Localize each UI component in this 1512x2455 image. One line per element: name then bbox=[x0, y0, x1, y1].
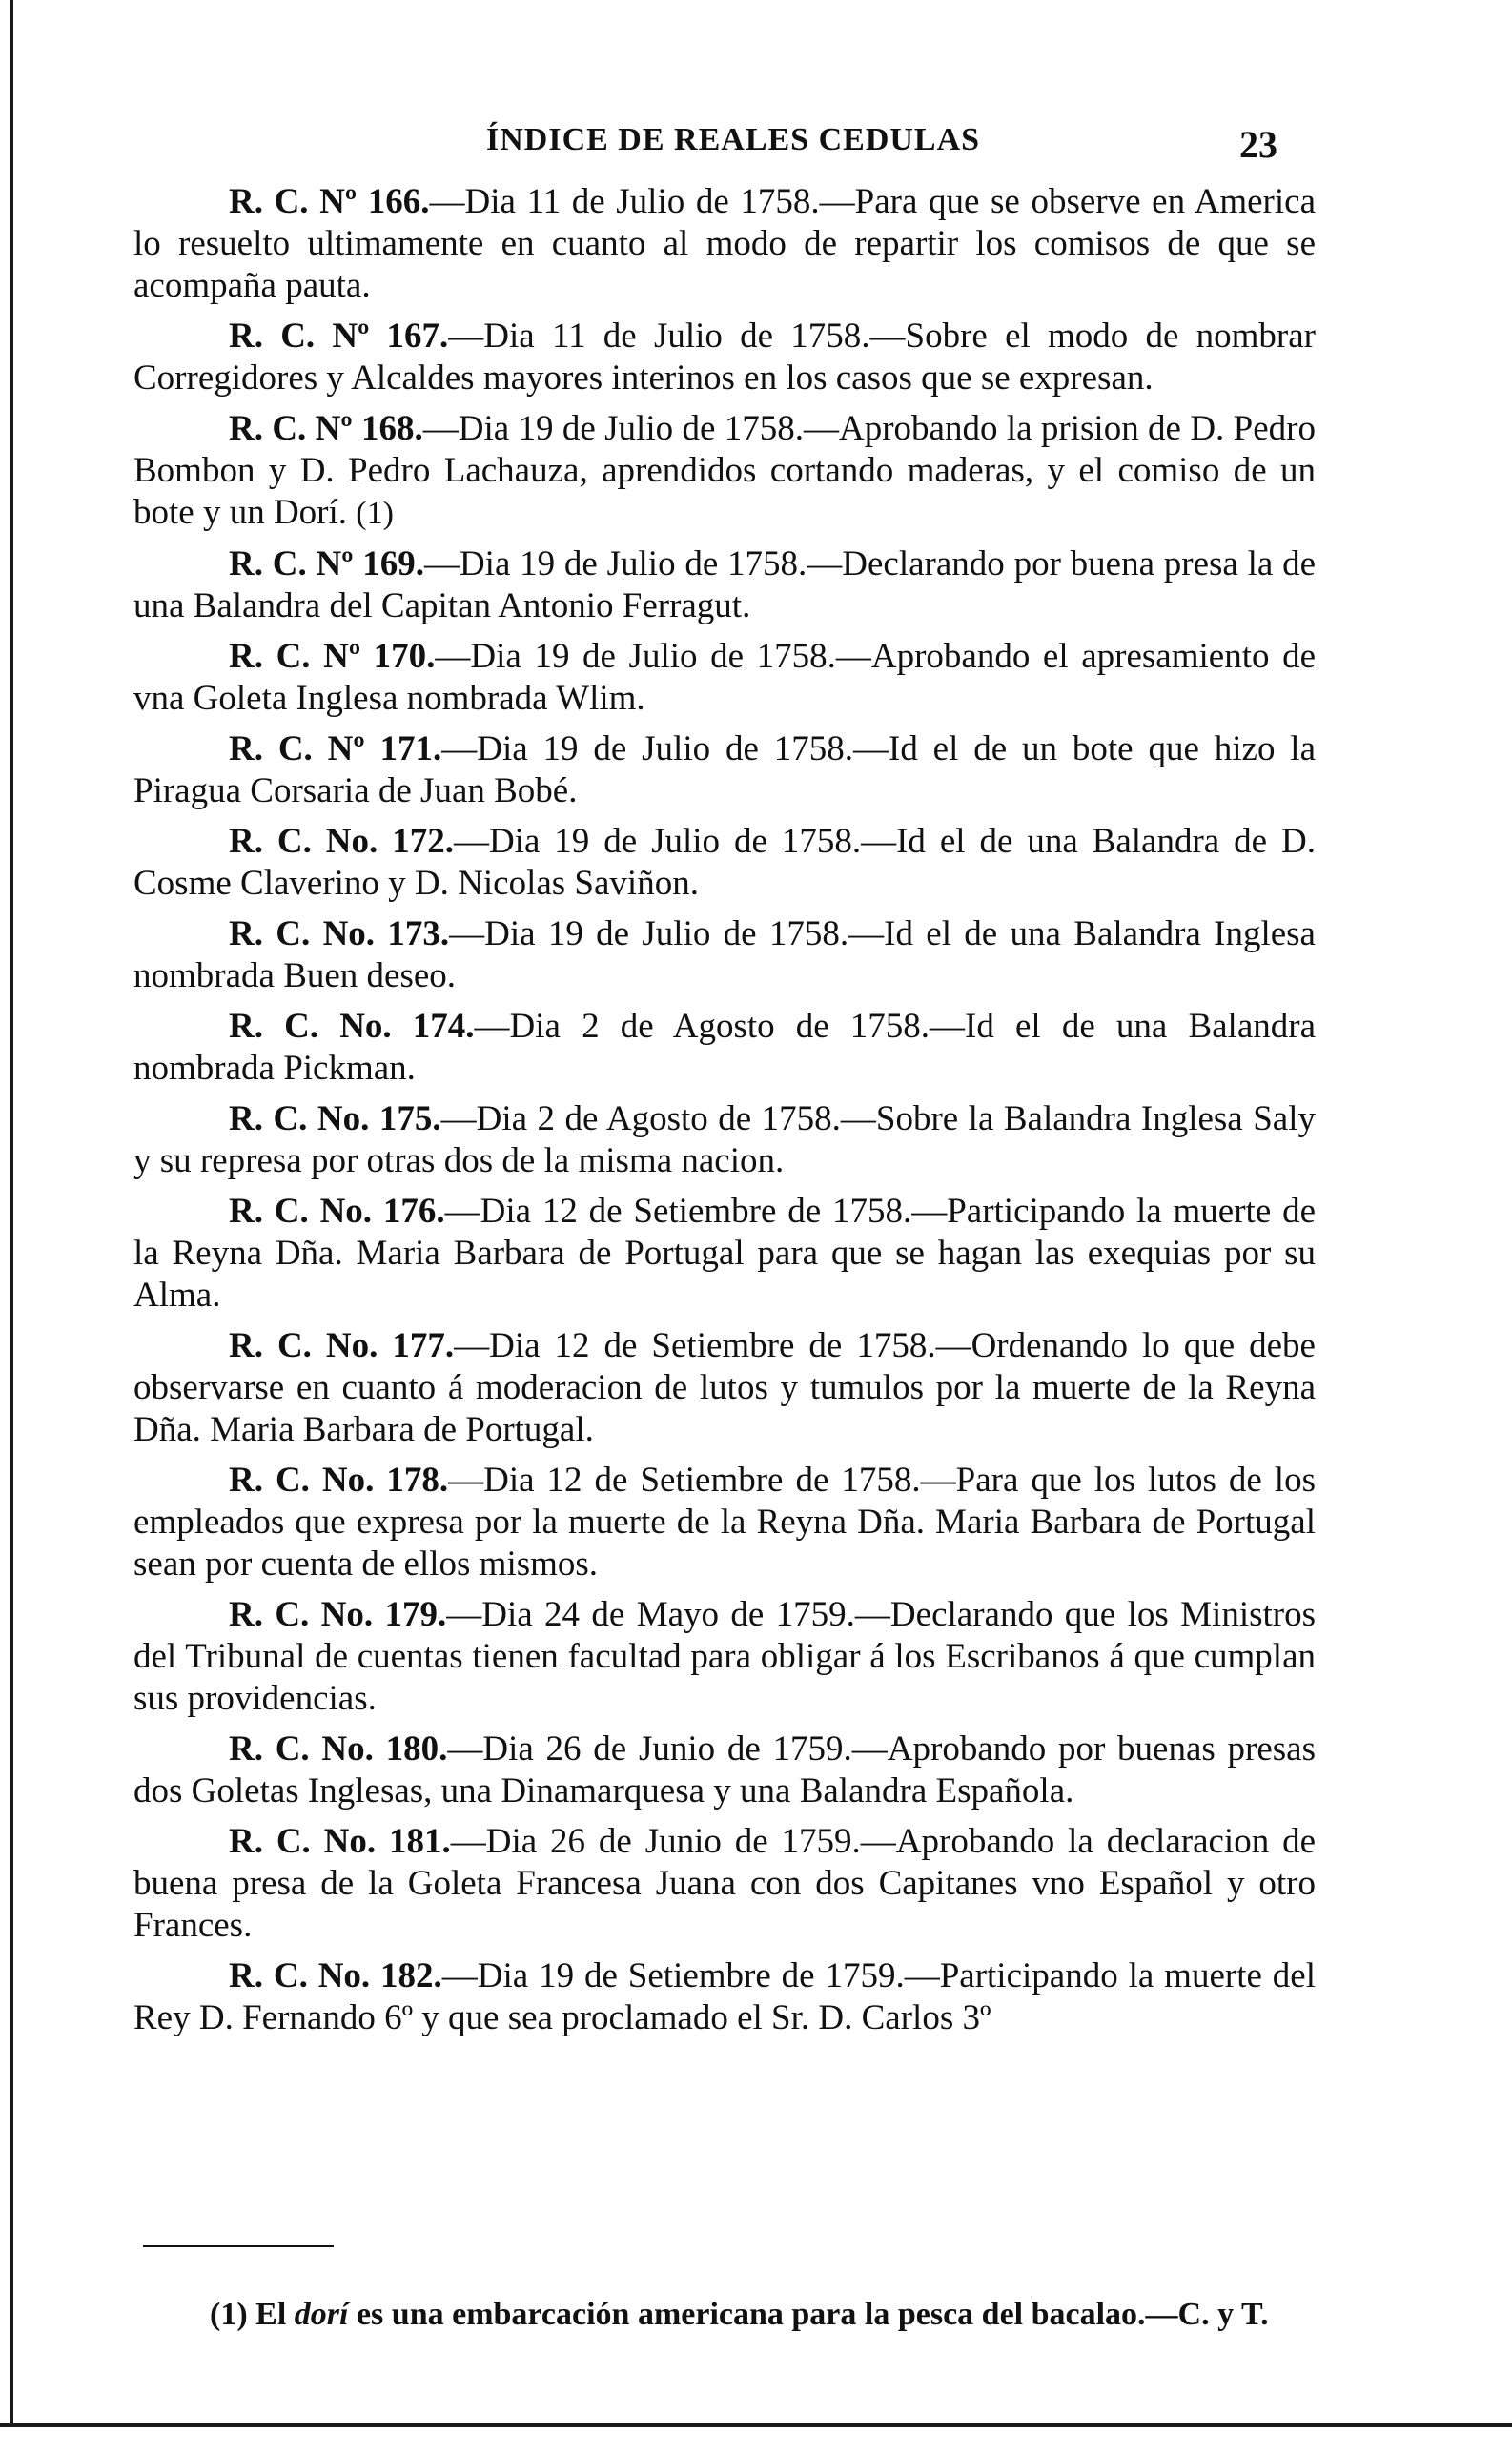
left-margin-rule bbox=[10, 0, 13, 2426]
bottom-margin-rule bbox=[0, 2423, 1512, 2427]
entry-171 bbox=[133, 728, 1316, 812]
entry-169 bbox=[133, 543, 1316, 627]
entry-text: —Dia 26 de Junio de 1759.—Aprobando la declaracion de buena presa de la Goleta Francesa Juana con dos Capitanes vno Español y otro Frances. bbox=[133, 1822, 1316, 1945]
entry-ref: R. C. No. 176. bbox=[229, 1192, 445, 1231]
entry-177 bbox=[133, 1325, 1316, 1451]
entry-ref: R. C. Nº 167. bbox=[229, 317, 449, 356]
footnote bbox=[133, 2294, 1316, 2336]
entry-ref: R. C. No. 182. bbox=[229, 1956, 442, 1995]
entry-ref: R. C. Nº 169. bbox=[229, 544, 424, 583]
page-number: 23 bbox=[1239, 123, 1277, 166]
footnote-text: es una embarcación americana para la pesca del bacalao.—C. y T. bbox=[356, 2297, 1269, 2332]
entry-text: —Dia 19 de Julio de 1758.—Declarando por buena presa la de una Balandra del Capitan Antonio Ferragut. bbox=[133, 544, 1317, 625]
entry-text: —Dia 19 de Julio de 1758.—Aprobando la prision de D. Pedro Bombon y D. Pedro Lachauza, aprendidos cortando maderas, y el comiso de un bote y un Dorí. bbox=[133, 409, 1316, 532]
entry-text: —Dia 19 de Julio de 1758.—Id el de una Balandra de D. Cosme Claverino y D. Nicolas Saviñon. bbox=[133, 822, 1316, 903]
entry-176 bbox=[133, 1191, 1316, 1317]
running-title: ÍNDICE DE REALES CEDULAS bbox=[486, 122, 981, 157]
entry-ref: R. C. Nº 168. bbox=[229, 409, 423, 448]
entry-text: —Dia 19 de Setiembre de 1759.—Participando la muerte del Rey D. Fernando 6º y que sea proclamado el Sr. D. Carlos 3º bbox=[133, 1956, 1316, 2037]
page-header bbox=[133, 122, 1316, 170]
entry-ref: R. C. No. 173. bbox=[229, 914, 450, 953]
entry-ref: R. C. Nº 166. bbox=[229, 182, 430, 221]
entry-ref: R. C. No. 180. bbox=[229, 1729, 448, 1769]
entry-ref: R. C. No. 177. bbox=[229, 1326, 455, 1365]
entry-text: —Dia 19 de Julio de 1758.—Id el de una Balandra Inglesa nombrada Buen deseo. bbox=[133, 914, 1316, 995]
entry-ref: R. C. No. 174. bbox=[229, 1007, 475, 1046]
entry-text: —Dia 12 de Setiembre de 1758.—Participando la muerte de la Reyna Dña. Maria Barbara de Portugal para que se hagan las exequias por su Alma. bbox=[133, 1192, 1316, 1315]
entry-167 bbox=[133, 316, 1316, 399]
entry-166 bbox=[133, 181, 1316, 307]
entry-180 bbox=[133, 1729, 1316, 1812]
entry-175 bbox=[133, 1098, 1316, 1182]
entry-text: —Dia 19 de Julio de 1758.—Aprobando el apresamiento de vna Goleta Inglesa nombrada Wlim. bbox=[133, 637, 1316, 718]
entry-text: —Dia 19 de Julio de 1758.—Id el de un bote que hizo la Piragua Corsaria de Juan Bobé. bbox=[133, 729, 1317, 810]
entry-ref: R. C. No. 175. bbox=[229, 1099, 441, 1138]
entry-174 bbox=[133, 1006, 1316, 1090]
entry-ref: R. C. No. 178. bbox=[229, 1461, 449, 1500]
footnote-divider bbox=[143, 2245, 334, 2247]
entries-list bbox=[133, 181, 1316, 2048]
footnote-lead: El bbox=[255, 2297, 287, 2332]
entry-ref: R. C. Nº 170. bbox=[229, 637, 436, 676]
entry-178 bbox=[133, 1460, 1316, 1586]
entry-ref: R. C. No. 172. bbox=[229, 822, 454, 861]
entry-181 bbox=[133, 1821, 1316, 1947]
entry-text: —Dia 2 de Agosto de 1758.—Id el de una Balandra nombrada Pickman. bbox=[133, 1007, 1316, 1088]
entry-text: —Dia 12 de Setiembre de 1758.—Para que los lutos de los empleados que expresa por la muerte de la Reyna Dña. Maria Barbara de Portugal sean por cuenta de ellos mismos. bbox=[133, 1461, 1316, 1584]
entry-text: —Dia 11 de Julio de 1758.—Sobre el modo de nombrar Corregidores y Alcaldes mayores interinos en los casos que se expresan. bbox=[133, 317, 1316, 398]
entry-170 bbox=[133, 636, 1316, 720]
entry-ref: R. C. Nº 171. bbox=[229, 729, 442, 768]
footnote-term: dorí bbox=[294, 2297, 349, 2332]
entry-172 bbox=[133, 821, 1316, 905]
entry-179 bbox=[133, 1594, 1316, 1720]
entry-text: —Dia 24 de Mayo de 1759.—Declarando que los Ministros del Tribunal de cuentas tienen facultad para obligar á los Escribanos á que cumplan sus providencias. bbox=[133, 1595, 1316, 1718]
entry-text: —Dia 11 de Julio de 1758.—Para que se observe en America lo resuelto ultimamente en cuanto al modo de repartir los comisos de que se acompaña pauta. bbox=[133, 182, 1317, 305]
entry-ref: R. C. No. 181. bbox=[229, 1822, 451, 1861]
entry-ref: R. C. No. 179. bbox=[229, 1595, 447, 1634]
footnote-reference[interactable]: (1) bbox=[356, 496, 394, 531]
entry-173 bbox=[133, 913, 1316, 997]
entry-text: —Dia 12 de Setiembre de 1758.—Ordenando lo que debe observarse en cuanto á moderacion de lutos y tumulos por la muerte de la Reyna Dña. Maria Barbara de Portugal. bbox=[133, 1326, 1316, 1449]
entry-text: —Dia 2 de Agosto de 1758.—Sobre la Balandra Inglesa Saly y su represa por otras dos de la misma nacion. bbox=[133, 1099, 1316, 1180]
entry-text: —Dia 26 de Junio de 1759.—Aprobando por buenas presas dos Goletas Inglesas, una Dinamarquesa y una Balandra Española. bbox=[133, 1729, 1316, 1811]
entry-168 bbox=[133, 408, 1316, 535]
footnote-marker: (1) bbox=[210, 2297, 248, 2332]
entry-182 bbox=[133, 1955, 1316, 2039]
